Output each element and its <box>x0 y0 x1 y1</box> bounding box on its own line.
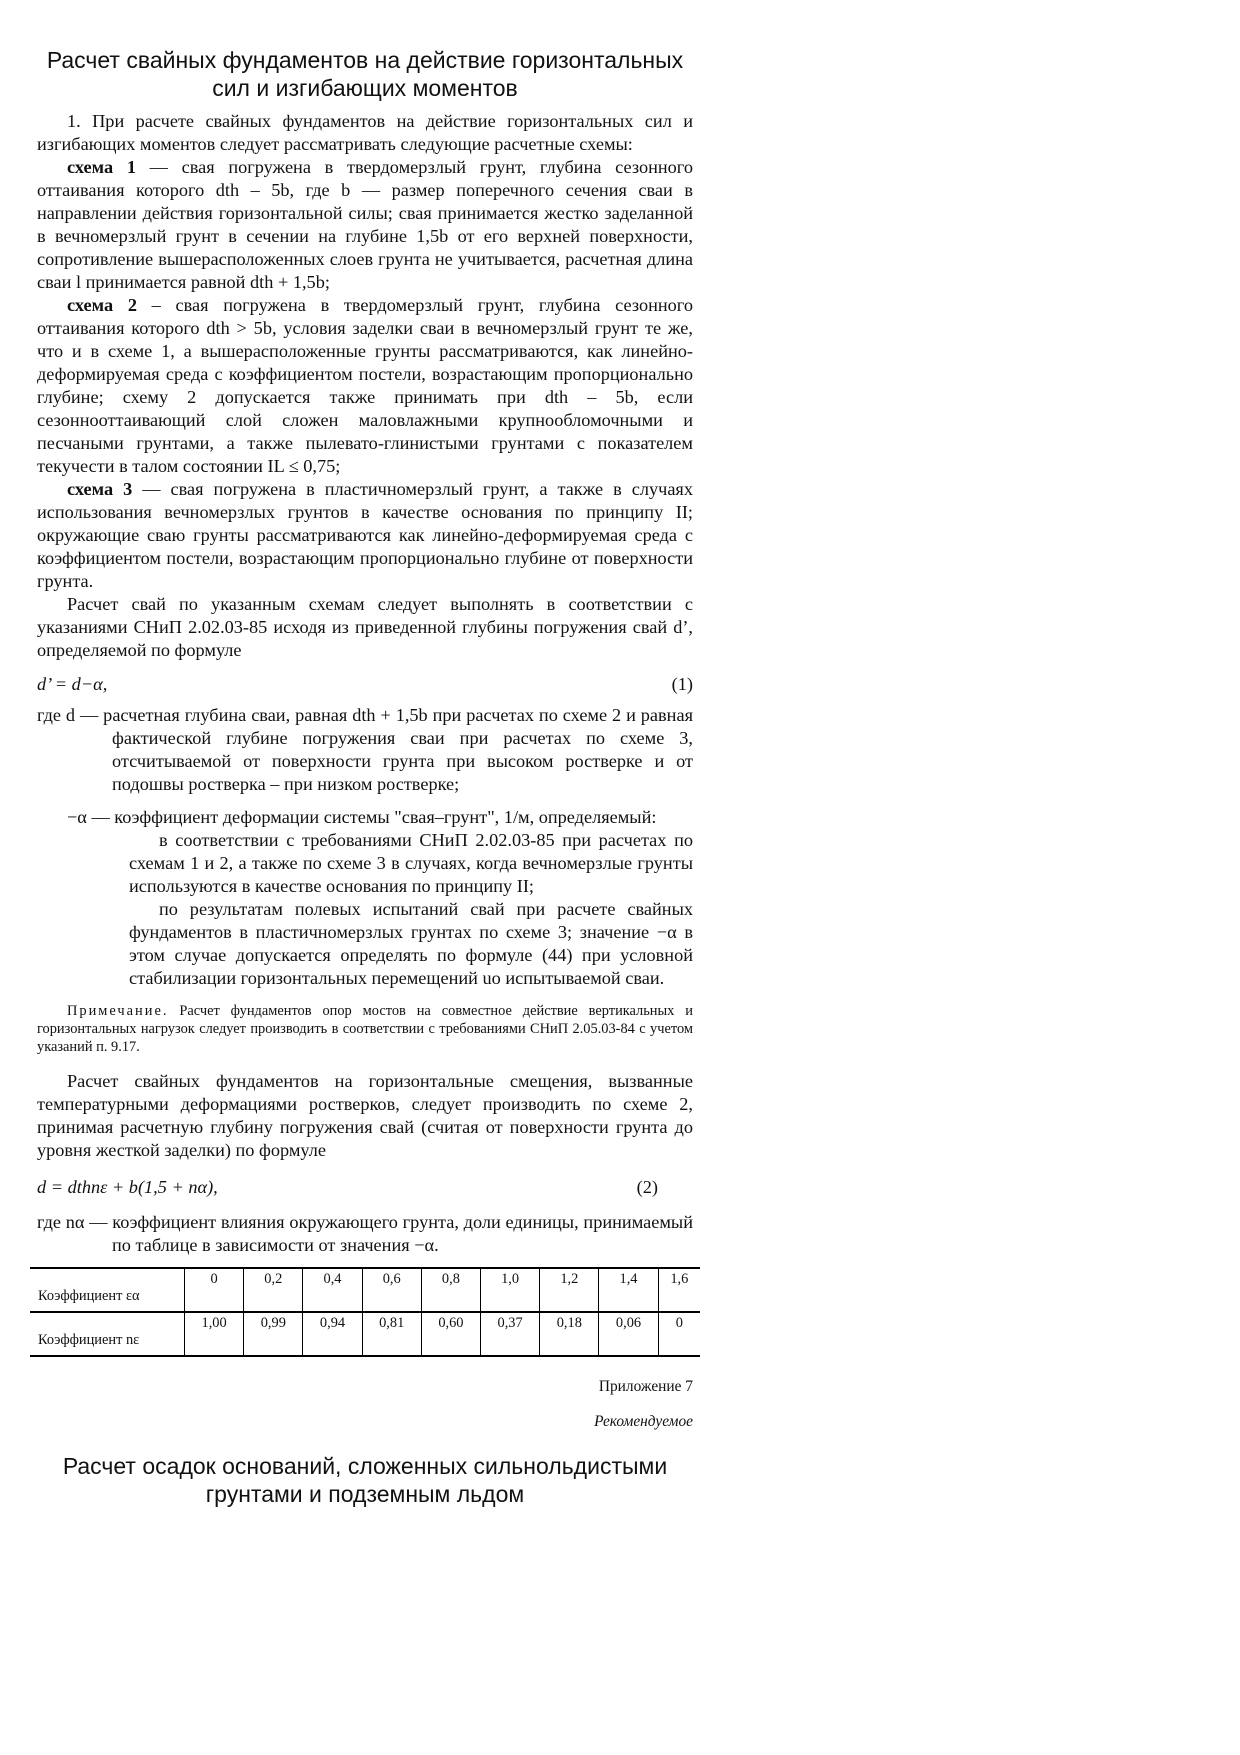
scheme-3-label: схема 3 <box>67 479 133 499</box>
scheme-3-paragraph <box>37 478 693 593</box>
note-label: Примечание. <box>67 1003 169 1019</box>
table-cell: 0,37 <box>481 1312 540 1356</box>
formula-2 <box>37 1176 658 1199</box>
table-cell: 0,99 <box>244 1312 303 1356</box>
shift-paragraph: Расчет свайных фундаментов на горизонтальные смещения, вызванные температурными деформациями ростверков, следует производить по схеме 2, принимая расчетную глубину погружения свай (считая от поверхности грунта до уровня жесткой заделки) по формуле <box>37 1071 693 1160</box>
scheme-2-label: схема 2 <box>67 295 137 315</box>
note <box>37 1002 693 1056</box>
appendix-label: Приложение 7 <box>598 1378 693 1395</box>
table-cell: 1,4 <box>599 1268 658 1312</box>
table-cell: 0,94 <box>303 1312 362 1356</box>
coefficient-table <box>30 1267 700 1357</box>
formula-2-number: (2) <box>636 1177 658 1197</box>
scheme-2-text: – свая погружена в твердомерзлый грунт, глубина сезонного оттаивания которого dth > 5b, условия заделки сваи в вечномерзлый грунт те же, что и в схеме 1, а вышерасположенные грунты рассматриваются, как линейно-деформируемая среда с коэффициентом постели, возрастающим пропорционально глубине; схему 2 допускается также принимать при dth – 5b, если сезоннооттаивающий слой сложен маловлажными крупнообломочными и песчаными грунтами, а также пылевато-глинистыми грунтами с показателем текучести в талом состоянии IL ≤ 0,75; <box>37 295 693 476</box>
table-cell: 1,6 <box>658 1268 700 1312</box>
table-cell: 1,0 <box>481 1268 540 1312</box>
intro-paragraph: 1. При расчете свайных фундаментов на действие горизонтальных сил и изгибающих моментов следует рассматривать следующие расчетные схемы: <box>37 111 693 154</box>
table-cell: 0,4 <box>303 1268 362 1312</box>
where-alpha-item-a: в соответствии с требованиями СНиП 2.02.03-85 при расчетах по схемам 1 и 2, а также по схеме 3 в случаях, когда вечномерзлые грунты используются в качестве основания по принципу II; <box>129 830 693 896</box>
formula-1 <box>37 673 693 696</box>
table-cell: 0 <box>185 1268 244 1312</box>
document-page <box>37 46 693 1516</box>
table-cell: 0,6 <box>362 1268 421 1312</box>
table-cell: 0,06 <box>599 1312 658 1356</box>
where-alpha-definition: −α — коэффициент деформации системы "свая–грунт", 1/м, определяемый: <box>67 807 657 827</box>
table-cell: 0,2 <box>244 1268 303 1312</box>
scheme-1-text: — свая погружена в твердомерзлый грунт, глубина сезонного оттаивания которого dth – 5b, где b — размер поперечного сечения сваи в направлении действия горизонтальной силы; свая принимается жестко заделанной в вечномерзлый грунт в сечении на глубине 1,5b от его верхней поверхности, сопротивление вышерасположенных слоев грунта не учитывается, расчетная длина сваи l принимается равной dth + 1,5b; <box>37 157 693 292</box>
scheme-3-text: — свая погружена в пластичномерзлый грунт, а также в случаях использования вечномерзлых грунтов в качестве основания по принципу II; окружающие сваю грунты рассматриваются как линейно-деформируемая среда с коэффициентом постели, возрастающим пропорционально глубине от поверхности грунта. <box>37 479 693 591</box>
table-cell: 0 <box>658 1312 700 1356</box>
formula-2-expression: d = dthnε + b(1,5 + nα), <box>37 1177 218 1197</box>
note-text: Расчет фундаментов опор мостов на совместное действие вертикальных и горизонтальных нагрузок следует производить в соответствии с требованиями СНиП 2.05.03-84 с учетом указаний п. 9.17. <box>37 1003 693 1055</box>
row-2-label: Коэффициент nε <box>30 1312 185 1356</box>
row-1-label: Коэффициент εα <box>30 1268 185 1312</box>
next-section-title: Расчет осадок оснований, сложенных сильнольдистыми грунтами и подземным льдом <box>62 1453 668 1507</box>
recommended-label: Рекомендуемое <box>594 1413 693 1430</box>
scheme-1-paragraph <box>37 156 693 294</box>
table-row <box>30 1312 700 1356</box>
table-cell: 0,18 <box>540 1312 599 1356</box>
scheme-1-label: схема 1 <box>67 157 136 177</box>
where-alpha-item-b: по результатам полевых испытаний свай при расчете свайных фундаментов в пластичномерзлых грунтах по схеме 3; значение −α в этом случае допускается определять по формуле (44) при условной стабилизации горизонтальных перемещений uo испытываемой сваи. <box>129 899 693 988</box>
table-cell: 0,8 <box>421 1268 480 1312</box>
table-cell: 0,81 <box>362 1312 421 1356</box>
scheme-2-paragraph <box>37 294 693 478</box>
where-d-definition: где d — расчетная глубина сваи, равная dth + 1,5b при расчетах по схеме 2 и равная фактической глубине погружения сваи при расчетах по схеме 3, отсчитываемой от поверхности грунта при высоком ростверке и от подошвы ростверка – при низком ростверке; <box>37 705 693 794</box>
table-row <box>30 1268 700 1312</box>
formula-1-expression: d’ = d−α, <box>37 674 108 694</box>
table-cell: 1,2 <box>540 1268 599 1312</box>
table-cell: 0,60 <box>421 1312 480 1356</box>
calc-paragraph: Расчет свай по указанным схемам следует выполнять в соответствии с указаниями СНиП 2.02.03-85 исходя из приведенной глубины погружения свай d’, определяемой по формуле <box>37 594 693 660</box>
section-title: Расчет свайных фундаментов на действие горизонтальных сил и изгибающих моментов <box>46 47 684 101</box>
where-n-definition: где nα — коэффициент влияния окружающего грунта, доли единицы, принимаемый по таблице в зависимости от значения −α. <box>37 1212 693 1255</box>
formula-1-number: (1) <box>671 674 693 694</box>
table-cell: 1,00 <box>185 1312 244 1356</box>
